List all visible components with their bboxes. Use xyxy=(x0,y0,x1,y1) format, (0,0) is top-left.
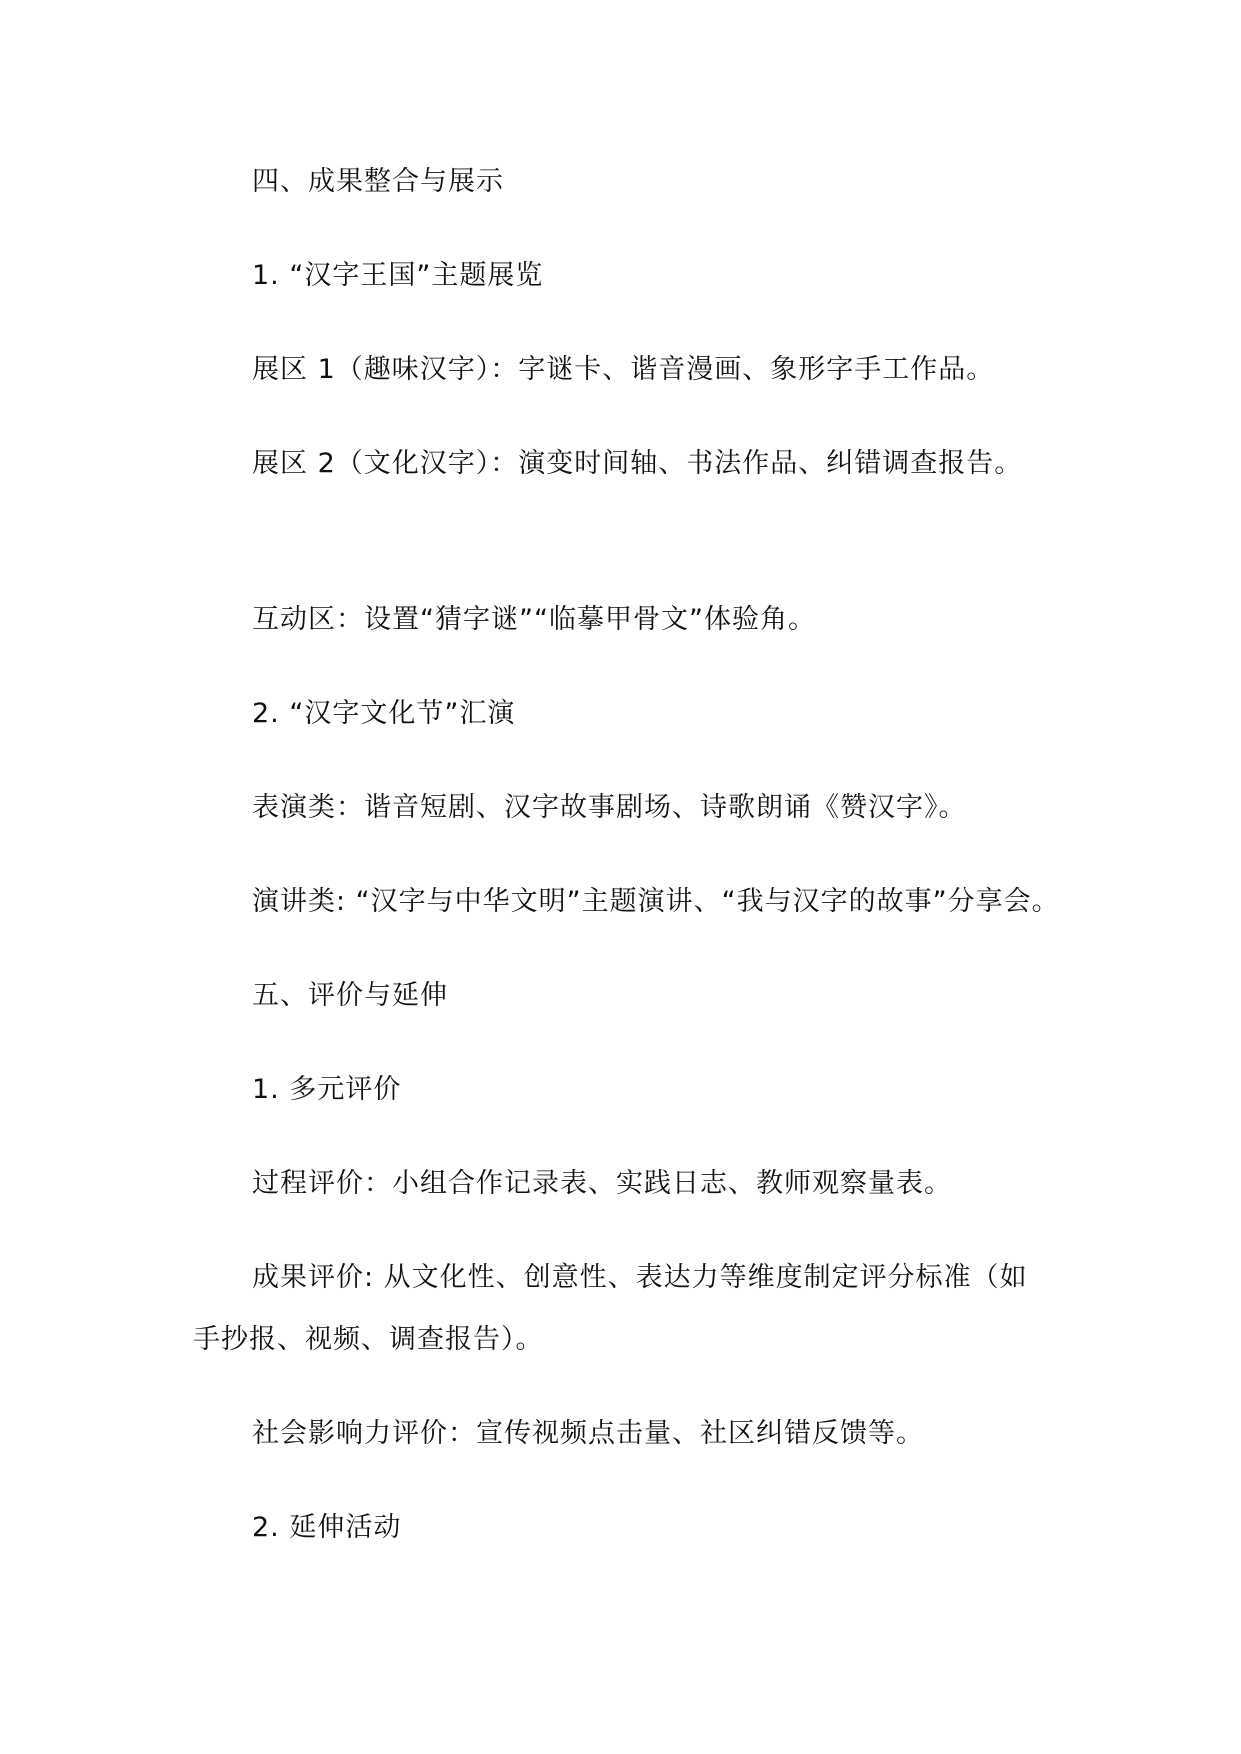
paragraph-exhibit-zone-2: 展区 2（文化汉字）：演变时间轴、书法作品、纠错调查报告。 xyxy=(252,448,1023,479)
subheading-extension-activities: 2. 延伸活动 xyxy=(252,1512,402,1543)
subheading-culture-festival: 2. “汉字文化节”汇演 xyxy=(252,698,516,729)
subheading-hanzi-kingdom-exhibition: 1. “汉字王国”主题展览 xyxy=(252,260,544,291)
paragraph-speech: 演讲类: “汉字与中华文明”主题演讲、“我与汉字的故事”分享会。 xyxy=(252,886,1060,917)
paragraph-outcome-evaluation-line2: 手抄报、视频、调查报告）。 xyxy=(193,1324,544,1355)
paragraph-performance: 表演类：谐音短剧、汉字故事剧场、诗歌朗诵《赞汉字》。 xyxy=(252,792,967,823)
section-heading-5: 五、评价与延伸 xyxy=(252,980,448,1011)
paragraph-exhibit-zone-1: 展区 1（趣味汉字）：字谜卡、谐音漫画、象形字手工作品。 xyxy=(252,354,995,385)
subheading-multi-evaluation: 1. 多元评价 xyxy=(252,1074,402,1105)
paragraph-interactive-zone: 互动区：设置“猜字谜”“临摹甲骨文”体验角。 xyxy=(252,604,816,635)
paragraph-social-impact-evaluation: 社会影响力评价：宣传视频点击量、社区纠错反馈等。 xyxy=(252,1418,924,1449)
paragraph-outcome-evaluation-line1: 成果评价: 从文化性、创意性、表达力等维度制定评分标准（如 xyxy=(252,1262,1028,1293)
section-heading-4: 四、成果整合与展示 xyxy=(252,166,504,197)
paragraph-process-evaluation: 过程评价：小组合作记录表、实践日志、教师观察量表。 xyxy=(252,1168,952,1199)
